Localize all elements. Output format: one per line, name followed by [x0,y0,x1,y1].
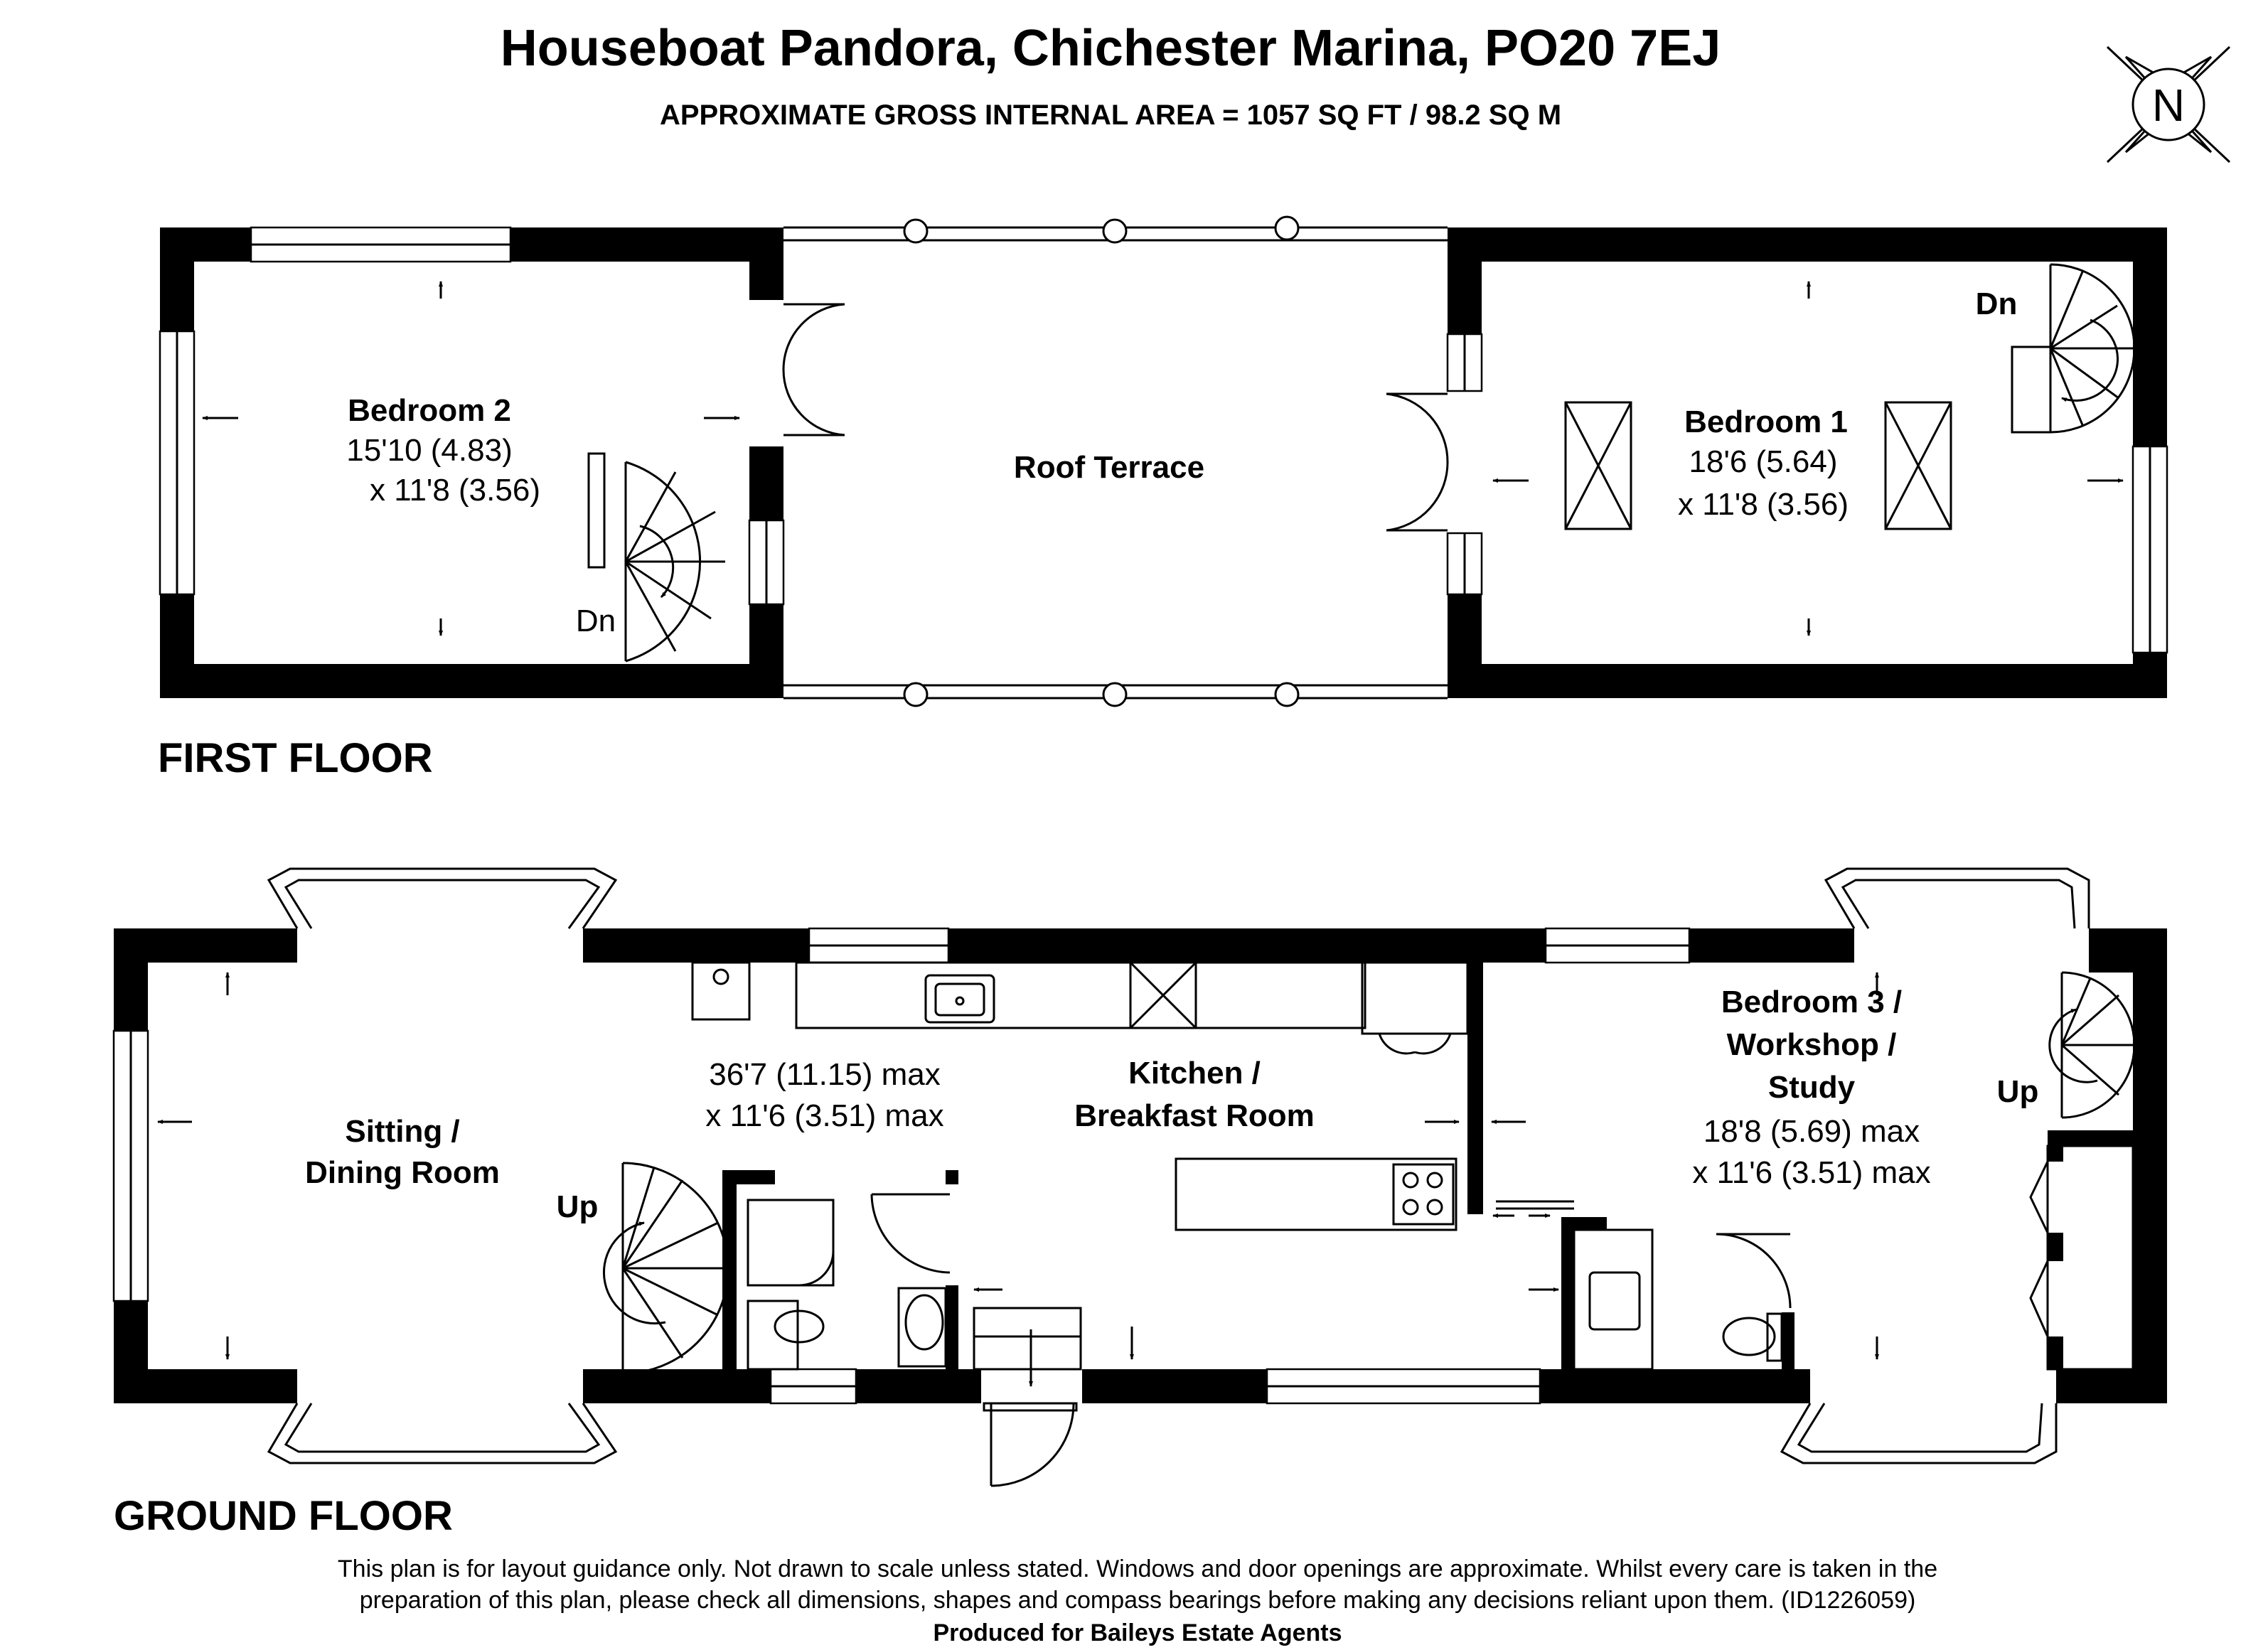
ground-floor-plan [114,869,2167,1539]
compass-rose-icon [2107,47,2230,162]
compass-north-label: N [2151,80,2186,131]
bedroom-3-stair-label: Up [1996,1074,2039,1109]
disclaimer-line-2: preparation of this plan, please check all dimensions, shapes and compass bearings before making any decisions reliant upon them. (ID1226059) [359,1587,1916,1614]
ground-floor-label: GROUND FLOOR [114,1493,453,1539]
boiler-cupboard [692,963,749,1019]
sitting-spiral-stair [604,1163,728,1373]
kitchen-name-1: Kitchen / [1128,1056,1261,1091]
bedroom-1-name: Bedroom 1 [1684,405,1848,439]
sitting-top-bay-window [269,869,616,928]
bedroom-3-top-bay-window [1826,869,2089,928]
overall-dim-length: 36'7 (11.15) max [709,1057,941,1092]
first-floor-label: FIRST FLOOR [158,735,433,781]
bedroom-2-name: Bedroom 2 [348,393,511,428]
bedroom-3-dim-length: 18'8 (5.69) max [1703,1114,1920,1149]
bedroom-3-name-2: Workshop / [1726,1027,1897,1062]
bedroom-3-spiral-stair [2050,973,2134,1118]
overall-dim-width: x 11'6 (3.51) max [705,1098,944,1133]
sitting-room-name-2: Dining Room [305,1155,500,1190]
bedroom-1-spiral-stair [2012,264,2134,432]
produced-for-line: Produced for Baileys Estate Agents [933,1619,1342,1646]
cupboard-doors [1362,963,1467,1054]
bedroom-1-skylight-left [1566,402,1631,529]
plan-title: Houseboat Pandora, Chichester Marina, PO20 7EJ [500,20,1721,77]
bedroom-3-bottom-bay-window [1782,1403,2056,1463]
kitchen-island-hob [1176,1159,1456,1230]
bedroom-3-ensuite [1574,1230,1790,1369]
bedroom-1-french-doors [1386,394,1448,530]
bedroom-2-french-doors [783,304,845,435]
sitting-stair-label: Up [556,1189,599,1224]
bedroom-2-dim-length: 15'10 (4.83) [346,433,513,468]
shower-room [748,1194,950,1369]
entrance-door [974,1308,1081,1486]
bedroom-1-stair-label: Dn [1975,286,2018,321]
bedroom-1-dim-length: 18'6 (5.64) [1689,444,1838,479]
bedroom-1-dim-width: x 11'8 (3.56) [1678,487,1849,522]
bedroom-2-stair-label: Dn [575,604,616,638]
kitchen-name-2: Breakfast Room [1074,1098,1315,1133]
bedroom-3-name-3: Study [1767,1070,1856,1105]
gross-area: APPROXIMATE GROSS INTERNAL AREA = 1057 SQ FT / 98.2 SQ M [659,100,1562,131]
bedroom-3-name-1: Bedroom 3 / [1721,985,1903,1019]
kitchen-worktop [796,963,1365,1028]
bedroom-3-cupboard-doors [2031,1146,2133,1369]
sitting-room-name-1: Sitting / [345,1114,460,1149]
sitting-bottom-bay-window [269,1403,616,1463]
first-floor-plan [158,217,2167,781]
bedroom-3-door [1496,1201,1574,1209]
bedroom-3-dim-width: x 11'6 (3.51) max [1692,1155,1931,1190]
bedroom-2-dim-width: x 11'8 (3.56) [370,473,540,508]
bedroom-1-skylight-right [1885,402,1951,529]
roof-terrace-name: Roof Terrace [1013,450,1205,485]
disclaimer-line-1: This plan is for layout guidance only. Not drawn to scale unless stated. Windows and door openings are approximate. Whilst every care is taken in the [337,1555,1938,1582]
